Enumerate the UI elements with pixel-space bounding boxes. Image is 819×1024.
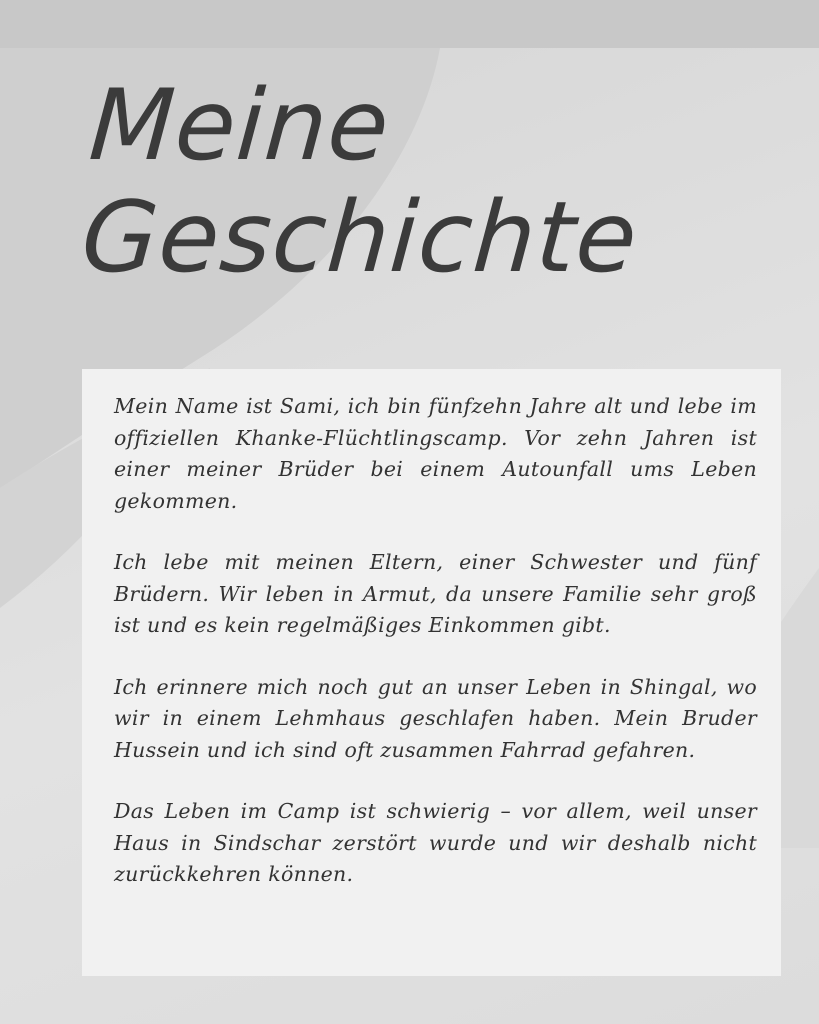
story-paragraph-1: Mein Name ist Sami, ich bin fünfzehn Jahre alt und lebe im offiziellen Khanke-Flüchtlingscamp. Vor zehn Jahren ist einer meiner Brüder bei einem Autounfall ums Leben gekommen.	[114, 394, 757, 513]
top-band	[0, 0, 819, 48]
story-paragraph-3: Ich erinnere mich noch gut an unser Leben in Shingal, wo wir in einem Lehmhaus geschlafen haben. Mein Bruder Hussein und ich sind oft zusammen Fahrrad gefahren.	[114, 674, 757, 762]
title-line-2: Geschichte	[78, 181, 642, 295]
story-paragraph-4: Das Leben im Camp ist schwierig – vor allem, weil unser Haus in Sindschar zerstört wurde und wir deshalb nicht zurückkehren können.	[114, 799, 757, 886]
page-title	[78, 70, 649, 294]
title-line-1: Meine	[85, 69, 394, 183]
story-card	[82, 369, 781, 976]
story-paragraph-2: Ich lebe mit meinen Eltern, einer Schwester und fünf Brüdern. Wir leben in Armut, da unsere Familie sehr groß ist und es kein regelmäßiges Einkommen gibt.	[114, 550, 757, 637]
